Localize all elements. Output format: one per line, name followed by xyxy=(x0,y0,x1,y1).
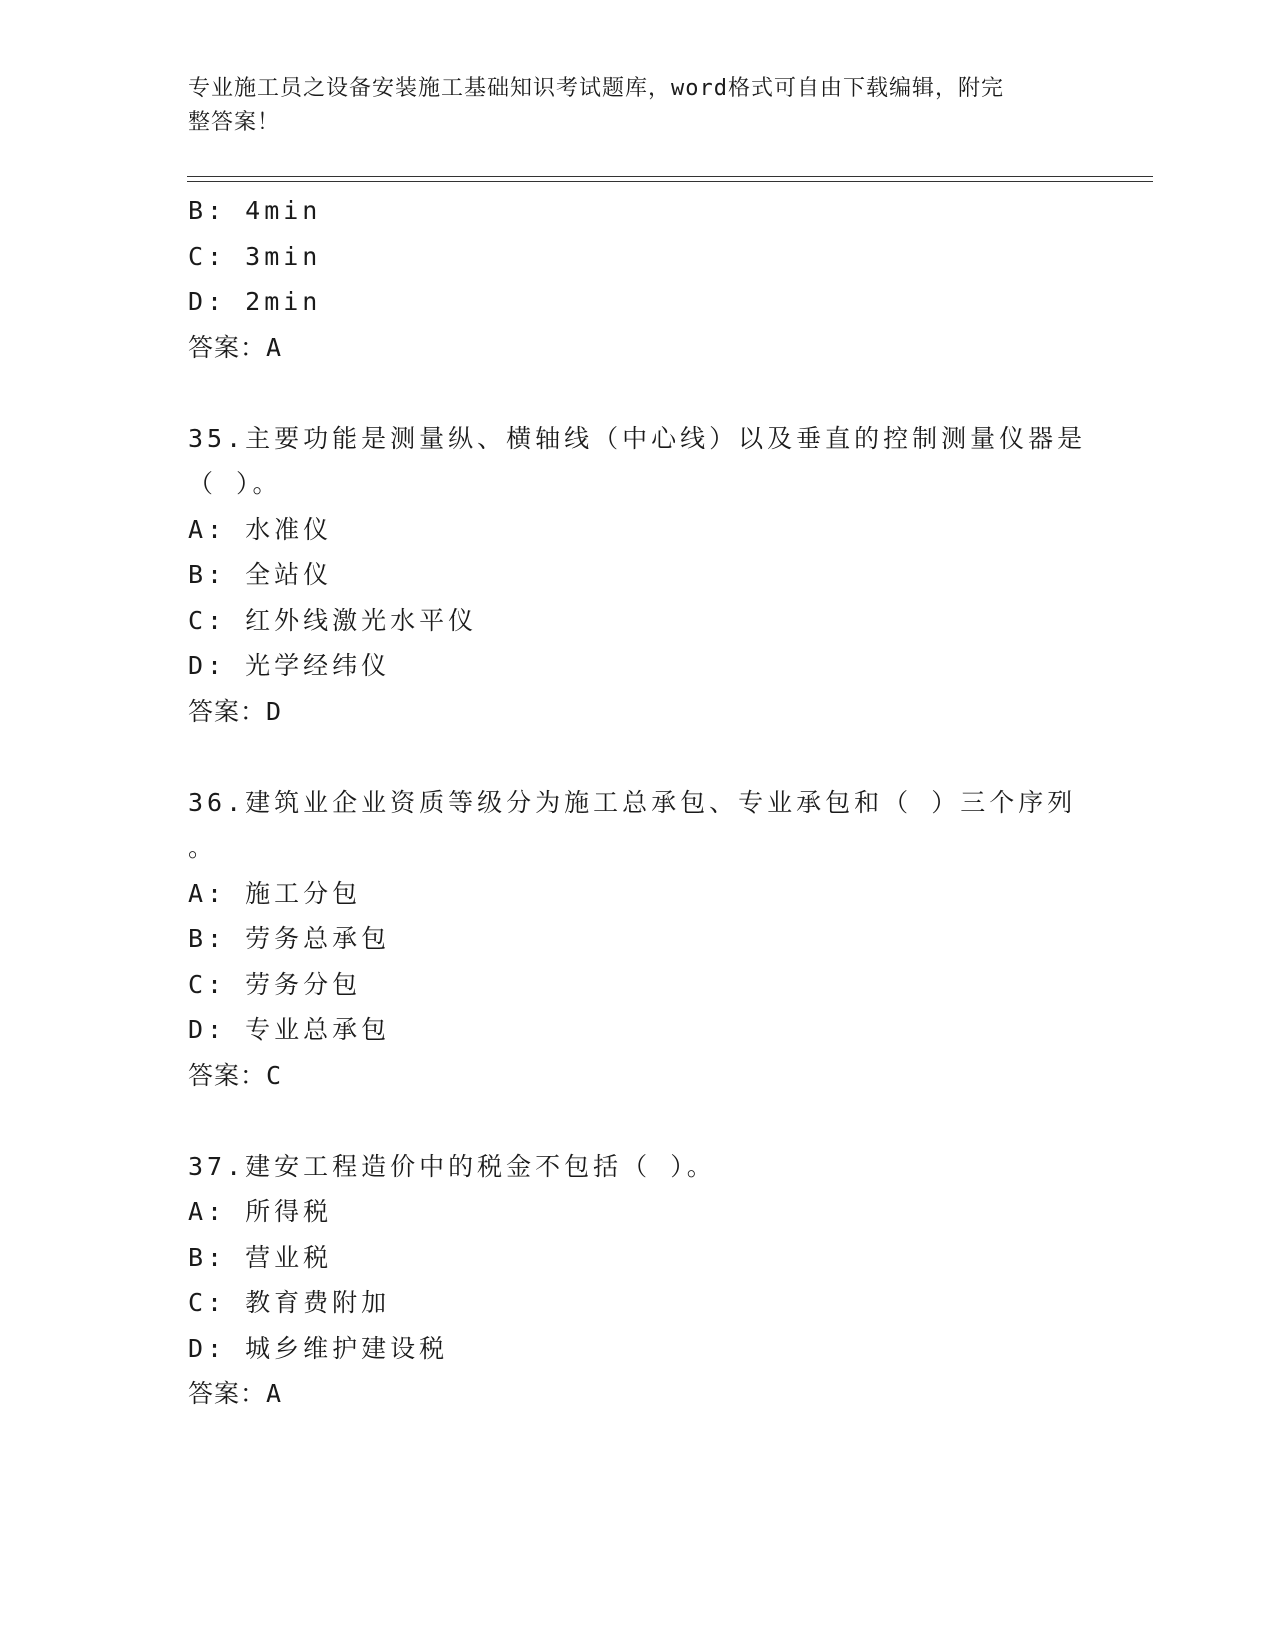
option-a: A: 水准仪 xyxy=(188,514,333,544)
spacer xyxy=(188,370,1088,416)
answer: 答案：A xyxy=(188,1379,283,1408)
option-c: C: 红外线激光水平仪 xyxy=(188,605,478,635)
option-a: A: 所得税 xyxy=(188,1197,333,1226)
question-title-cont: 。 xyxy=(188,833,218,862)
answer: 答案：D xyxy=(188,696,283,726)
answer: 答案：A xyxy=(188,332,283,362)
option-d: D: 专业总承包 xyxy=(188,1015,391,1044)
option-d: D: 城乡维护建设税 xyxy=(188,1333,449,1363)
question-35 xyxy=(188,416,1088,735)
option-d: D: 2min xyxy=(188,287,322,316)
question-37 xyxy=(188,1144,1088,1417)
document-header xyxy=(188,72,1068,140)
header-line-1: 专业施工员之设备安装施工基础知识考试题库，word格式可自由下载编辑，附完 xyxy=(188,76,1004,101)
option-d: D: 光学经纬仪 xyxy=(188,651,391,680)
option-c: C: 3min xyxy=(188,241,322,271)
option-b: B: 营业税 xyxy=(188,1242,333,1272)
question-34-continued xyxy=(188,188,1088,370)
question-title-cont: （ ）。 xyxy=(188,469,282,498)
option-c: C: 教育费附加 xyxy=(188,1288,391,1317)
answer: 答案：C xyxy=(188,1060,283,1090)
option-a: A: 施工分包 xyxy=(188,878,362,908)
option-c: C: 劳务分包 xyxy=(188,969,362,999)
spacer xyxy=(188,1098,1088,1144)
header-line-2: 整答案！ xyxy=(188,110,281,135)
spacer xyxy=(188,734,1088,780)
option-b: B: 全站仪 xyxy=(188,560,333,589)
option-b: B: 劳务总承包 xyxy=(188,924,391,953)
question-list xyxy=(188,188,1088,1417)
header-divider-bottom xyxy=(187,181,1153,182)
header-divider-top xyxy=(187,176,1153,177)
question-title: 37.建安工程造价中的税金不包括（ ）。 xyxy=(188,1151,716,1181)
question-title: 36.建筑业企业资质等级分为施工总承包、专业承包和（ ）三个序列 xyxy=(188,787,1077,817)
question-title: 35.主要功能是测量纵、横轴线（中心线）以及垂直的控制测量仪器是 xyxy=(188,423,1087,453)
option-b: B: 4min xyxy=(188,196,322,225)
question-36 xyxy=(188,780,1088,1099)
